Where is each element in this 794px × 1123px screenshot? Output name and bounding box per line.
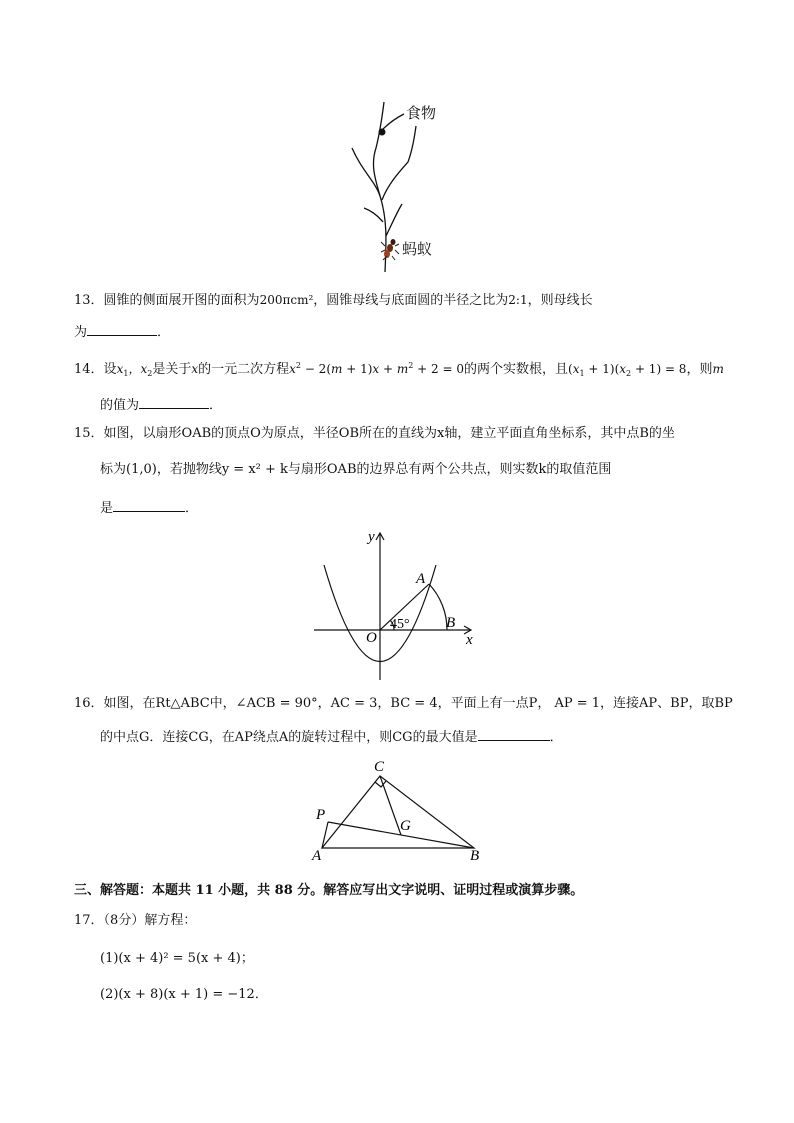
q14-text-e: ，则	[686, 362, 713, 377]
angle-label: 45°	[390, 617, 410, 632]
point-a-label: A	[416, 571, 426, 587]
q14-text-a: 设	[103, 362, 117, 377]
food-label: 食物	[406, 104, 437, 122]
q15-line2	[100, 461, 611, 479]
q14-end: ．	[209, 398, 223, 413]
q14-condition: $(x_1 + 1)(x_2 + 1) = 8$	[568, 362, 687, 378]
q14-var-x: x	[191, 362, 199, 376]
q15-number: 15．	[74, 426, 104, 441]
point-a-label: A	[312, 848, 322, 864]
ant-icon	[381, 239, 399, 260]
q15-line1	[74, 425, 675, 443]
sector-arc-ab	[429, 584, 447, 630]
q13-end: ．	[157, 325, 171, 340]
branch-left	[352, 148, 380, 196]
q13-line2	[74, 321, 170, 342]
q14-line1	[74, 357, 724, 383]
q14-var-m: m	[712, 362, 724, 376]
origin-label: O	[366, 630, 377, 646]
q15-line3	[100, 497, 198, 518]
q15-end: ．	[185, 501, 199, 516]
q14-equation: $x^2 - 2(m + 1)x + m^2 + 2 = 0$	[289, 361, 464, 376]
q17-sub1: (1)(x + 4)² = 5(x + 4)；	[100, 951, 254, 966]
q14-number: 14．	[74, 362, 104, 377]
right-angle-mark	[375, 781, 386, 787]
q14-text-d: 的两个实数根，且	[463, 362, 568, 377]
q16-answer-blank[interactable]	[478, 726, 550, 741]
point-g-label: G	[400, 818, 411, 834]
q16-number: 16．	[74, 696, 104, 711]
q16-line1	[74, 695, 733, 713]
point-b-label: B	[470, 848, 480, 864]
ant-label: 蚂蚁	[402, 240, 433, 258]
q15-answer-blank[interactable]	[113, 497, 185, 512]
q16-text-line1: 如图，在Rt△ABC中，∠ACB = 90°，AC = 3，BC = 4，平面上有一点P， AP = 1，连接AP、BP，取BP	[103, 696, 733, 711]
q14-text-f: 的值为	[100, 398, 140, 413]
branch-right	[382, 126, 416, 200]
q14-answer-blank[interactable]	[139, 394, 209, 409]
q13-area: 200πcm²	[259, 293, 314, 307]
section3-heading: 三、解答题：本题共 11 小题，共 88 分。解答应写出文字说明、证明过程或演算步骤。	[74, 883, 584, 898]
q15-text-line3: 是	[100, 501, 114, 516]
q14-line2	[100, 394, 222, 415]
ant-food-figure	[340, 96, 470, 276]
x-axis-label: x	[466, 632, 473, 648]
q13-line1	[74, 291, 593, 310]
branch-left-lower	[364, 208, 383, 222]
q16-text-line2: 的中点G．连接CG，在AP绕点A的旋转过程中，则CG的最大值是	[100, 730, 478, 745]
point-p-label: P	[316, 807, 326, 823]
q13-ratio: 2:1	[508, 293, 528, 307]
branch-right-lower	[386, 204, 402, 236]
q13-text-d: 为	[74, 325, 88, 340]
q13-number: 13．	[74, 293, 104, 308]
food-dot	[379, 129, 386, 136]
point-c-label: C	[374, 759, 385, 775]
q15-text-line1: 如图，以扇形OAB的顶点O为原点，半径OB所在的直线为x轴，建立平面直角坐标系，其中点B的坐	[103, 426, 675, 441]
q17-head: 17．（8分）解方程：	[74, 913, 197, 928]
y-axis-label: y	[368, 529, 375, 545]
point-b-label: B	[446, 615, 456, 631]
triangle-abc	[322, 776, 474, 848]
q15-text-line2: 标为(1,0)，若抛物线y = x² + k与扇形OAB的边界总有两个公共点，则实数k的取值范围	[100, 462, 612, 477]
q13-text-b: ，圆锥母线与底面圆的半径之比为	[313, 293, 509, 308]
q14-text-b: 是关于	[152, 362, 192, 377]
triangle-figure	[308, 756, 498, 864]
q13-text-c: ，则母线长	[527, 293, 593, 308]
food-pointer	[382, 114, 404, 130]
q16-line2	[100, 726, 563, 747]
q16-end: ．	[549, 730, 563, 745]
q13-answer-blank[interactable]	[87, 321, 157, 336]
q13-text-a: 圆锥的侧面展开图的面积为	[103, 293, 260, 308]
q14-roots: $x_1$，$x_2$	[116, 362, 153, 378]
q17-sub2: (2)(x + 8)(x + 1) = −12．	[100, 987, 268, 1002]
parabola-sector-figure	[310, 528, 490, 684]
q14-text-c: 的一元二次方程	[198, 362, 290, 377]
